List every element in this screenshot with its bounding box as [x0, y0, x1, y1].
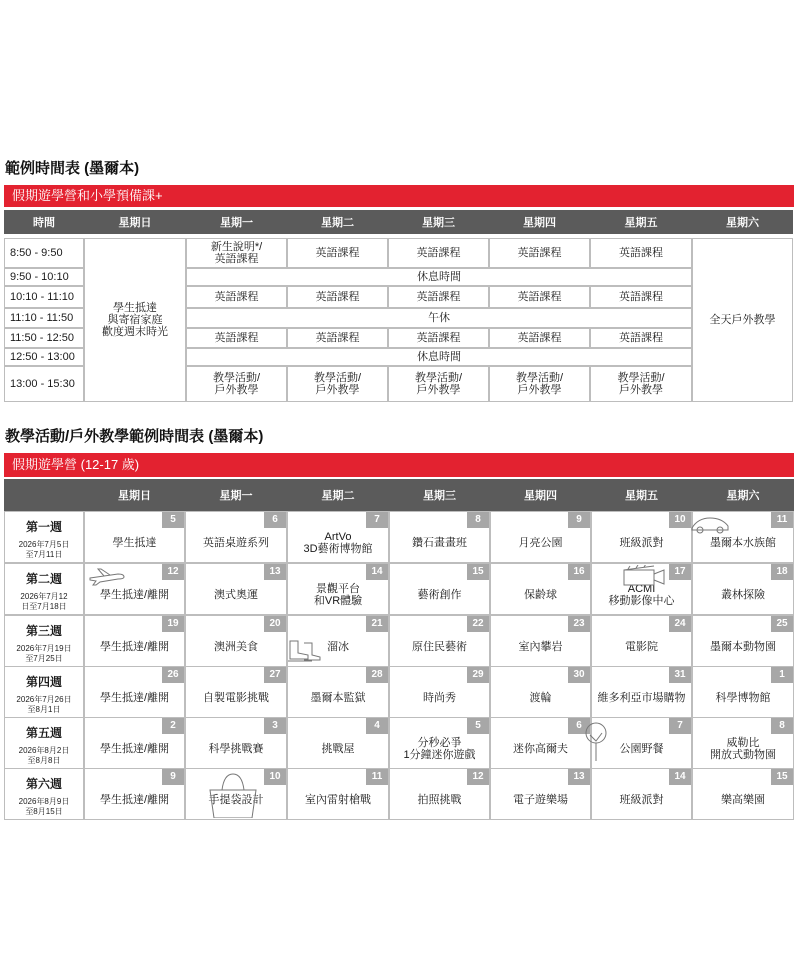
week-dates: 2026年8月9日 至8月15日 — [18, 797, 70, 816]
activity-name: 叢林探險 — [721, 589, 765, 601]
week-dates: 2026年7月5日 至7月11日 — [18, 540, 70, 559]
date-number: 19 — [162, 616, 184, 632]
day-cell — [84, 511, 185, 563]
activity-name: 保齡球 — [524, 589, 557, 601]
activity-name: 維多利亞市場購物 — [597, 692, 686, 704]
class-cell: 英語課程 — [590, 328, 692, 348]
week-name: 第五週 — [25, 726, 62, 740]
date-number: 4 — [366, 718, 388, 734]
activity-name: 學生抵達/離開 — [99, 641, 170, 653]
date-number: 18 — [771, 564, 793, 580]
date-number: 11 — [771, 512, 793, 528]
activity-name: 景觀平台 和VR體驗 — [313, 583, 363, 607]
sample-header-6: 星期五 — [590, 210, 692, 234]
activity-name: ArtVo 3D藝術博物館 — [303, 531, 373, 555]
week-label — [4, 666, 84, 718]
activity-name: 墨爾本動物園 — [710, 641, 776, 653]
day-cell — [591, 666, 692, 718]
sample-header-5: 星期四 — [489, 210, 590, 234]
class-cell: 英語課程 — [287, 286, 388, 308]
date-number: 3 — [264, 718, 286, 734]
date-number: 31 — [669, 667, 691, 683]
airplane-icon — [88, 566, 126, 586]
activity-name: 澳式奧運 — [214, 589, 258, 601]
week-dates: 2026年7月26日 至8月1日 — [16, 695, 72, 714]
day-cell — [591, 615, 692, 667]
activity-name: 挑戰屋 — [321, 743, 355, 755]
day-cell — [389, 768, 490, 820]
lunch-cell: 午休 — [186, 308, 692, 328]
date-number: 15 — [467, 564, 489, 580]
week-label — [4, 563, 84, 615]
week-label — [4, 717, 84, 769]
date-number: 9 — [568, 512, 590, 528]
day-cell — [185, 563, 287, 615]
activity-cell: 教學活動/ 戶外教學 — [489, 366, 590, 402]
date-number: 9 — [162, 769, 184, 785]
saturday-cell: 全天戶外教學 — [692, 238, 793, 402]
day-cell — [490, 717, 591, 769]
time-slot: 12:50 - 13:00 — [4, 348, 84, 366]
date-number: 27 — [264, 667, 286, 683]
activity-header-5: 星期四 — [490, 479, 591, 511]
class-cell: 新生說明*/ 英語課程 — [186, 238, 287, 268]
activity-program-banner: 假期遊學營 (12-17 歲) — [4, 453, 794, 477]
class-cell: 英語課程 — [388, 286, 489, 308]
day-cell — [490, 666, 591, 718]
day-cell — [287, 511, 389, 563]
day-cell — [389, 717, 490, 769]
day-cell — [591, 511, 692, 563]
activity-cell: 教學活動/ 戶外教學 — [287, 366, 388, 402]
activity-header-4: 星期三 — [389, 479, 490, 511]
time-slot: 11:50 - 12:50 — [4, 328, 84, 348]
date-number: 29 — [467, 667, 489, 683]
day-cell — [490, 563, 591, 615]
activity-name: 威勒比 開放式動物園 — [710, 737, 776, 761]
day-cell — [692, 717, 794, 769]
time-slot: 10:10 - 11:10 — [4, 286, 84, 308]
time-slot: 11:10 - 11:50 — [4, 308, 84, 328]
sample-header-3: 星期二 — [287, 210, 388, 234]
sample-header-1: 星期日 — [84, 210, 186, 234]
day-cell — [490, 615, 591, 667]
activity-name: 手提袋設計 — [208, 794, 264, 806]
sample-timetable-title: 範例時間表 (墨爾本) — [5, 160, 140, 177]
activity-name: 時尚秀 — [423, 692, 456, 704]
activity-name: 科學挑戰賽 — [208, 743, 264, 755]
day-cell — [490, 768, 591, 820]
day-cell — [591, 768, 692, 820]
day-cell — [287, 563, 389, 615]
date-number: 13 — [264, 564, 286, 580]
date-number: 7 — [366, 512, 388, 528]
date-number: 2 — [162, 718, 184, 734]
date-number: 20 — [264, 616, 286, 632]
activity-name: 自製電影挑戰 — [203, 692, 269, 704]
day-cell — [692, 615, 794, 667]
day-cell — [389, 563, 490, 615]
break-cell: 休息時間 — [186, 268, 692, 286]
day-cell — [692, 666, 794, 718]
day-cell — [692, 563, 794, 615]
activity-name: 電子遊樂場 — [513, 794, 568, 806]
day-cell — [389, 666, 490, 718]
activity-name: 渡輪 — [529, 692, 552, 704]
week-dates: 2026年7月12 日至7月18日 — [20, 592, 68, 611]
date-number: 26 — [162, 667, 184, 683]
activity-name: 學生抵達 — [112, 537, 157, 549]
break-cell: 休息時間 — [186, 348, 692, 366]
date-number: 25 — [771, 616, 793, 632]
activity-name: 電影院 — [625, 641, 658, 653]
sample-header-2: 星期一 — [186, 210, 287, 234]
date-number: 1 — [771, 667, 793, 683]
date-number: 7 — [669, 718, 691, 734]
activity-header-7: 星期六 — [692, 479, 794, 511]
activity-name: 室內攀岩 — [518, 641, 563, 653]
time-slot: 8:50 - 9:50 — [4, 238, 84, 268]
date-number: 12 — [467, 769, 489, 785]
activity-name: 學生抵達/離開 — [99, 692, 170, 704]
activity-name: 拍照挑戰 — [417, 794, 462, 806]
activity-name: 室內雷射槍戰 — [305, 794, 371, 806]
class-cell: 英語課程 — [489, 328, 590, 348]
sample-header-4: 星期三 — [388, 210, 489, 234]
date-number: 10 — [264, 769, 286, 785]
tree-icon — [583, 721, 609, 763]
week-dates: 2026年8月2日 至8月8日 — [18, 746, 70, 765]
sample-program-banner: 假期遊學營和小學預備課+ — [4, 185, 794, 207]
activity-name: 英語桌遊系列 — [203, 537, 269, 549]
week-name: 第四週 — [25, 675, 62, 689]
date-number: 6 — [264, 512, 286, 528]
time-slot: 9:50 - 10:10 — [4, 268, 84, 286]
activity-name: 澳洲美食 — [214, 641, 258, 653]
date-number: 8 — [771, 718, 793, 734]
time-slot: 13:00 - 15:30 — [4, 366, 84, 402]
week-dates: 2026年7月19日 至7月25日 — [16, 644, 72, 663]
day-cell — [287, 666, 389, 718]
film-camera-icon — [620, 565, 666, 587]
week-name: 第二週 — [25, 572, 62, 586]
date-number: 11 — [366, 769, 388, 785]
day-cell — [84, 615, 185, 667]
day-cell — [84, 768, 185, 820]
date-number: 22 — [467, 616, 489, 632]
day-cell — [185, 615, 287, 667]
activity-name: 墨爾本監獄 — [310, 692, 366, 704]
date-number: 23 — [568, 616, 590, 632]
activity-name: 溜冰 — [327, 641, 349, 653]
day-cell — [389, 511, 490, 563]
sample-header-7: 星期六 — [692, 210, 793, 234]
activity-name: 公園野餐 — [619, 743, 664, 755]
day-cell — [185, 511, 287, 563]
week-name: 第一週 — [25, 520, 62, 534]
day-cell — [84, 717, 185, 769]
class-cell: 英語課程 — [590, 286, 692, 308]
activity-header-1: 星期日 — [84, 479, 185, 511]
tote-bag-icon — [206, 772, 260, 818]
activity-name: 學生抵達/離開 — [99, 794, 170, 806]
activity-name: ACMI 移動影像中心 — [608, 583, 675, 607]
activity-name: 鑽石畫畫班 — [412, 537, 467, 549]
ice-skate-icon — [286, 639, 322, 663]
activity-cell: 教學活動/ 戶外教學 — [590, 366, 692, 402]
date-number: 30 — [568, 667, 590, 683]
date-number: 5 — [467, 718, 489, 734]
date-number: 17 — [669, 564, 691, 580]
racecar-icon — [690, 512, 730, 534]
day-cell — [490, 511, 591, 563]
day-cell — [287, 768, 389, 820]
activity-name: 學生抵達/離開 — [99, 743, 170, 755]
date-number: 15 — [771, 769, 793, 785]
date-number: 28 — [366, 667, 388, 683]
class-cell: 英語課程 — [388, 238, 489, 268]
day-cell — [389, 615, 490, 667]
date-number: 14 — [669, 769, 691, 785]
class-cell: 英語課程 — [590, 238, 692, 268]
day-cell — [185, 666, 287, 718]
date-number: 24 — [669, 616, 691, 632]
activity-name: 班級派對 — [619, 794, 664, 806]
week-name: 第三週 — [25, 624, 62, 638]
activity-header-6: 星期五 — [591, 479, 692, 511]
sunday-cell: 學生抵達 與寄宿家庭 歡度週末時光 — [84, 238, 186, 402]
week-label — [4, 615, 84, 667]
date-number: 14 — [366, 564, 388, 580]
day-cell — [287, 717, 389, 769]
date-number: 5 — [162, 512, 184, 528]
class-cell: 英語課程 — [186, 286, 287, 308]
activity-header-0 — [4, 479, 84, 511]
date-number: 12 — [162, 564, 184, 580]
activity-name: 學生抵達/離開 — [99, 589, 170, 601]
activity-name: 班級派對 — [619, 537, 664, 549]
day-cell — [185, 717, 287, 769]
activity-header-3: 星期二 — [287, 479, 389, 511]
activity-name: 原住民藝術 — [412, 641, 467, 653]
activity-name: 迷你高爾夫 — [513, 743, 568, 755]
week-label — [4, 768, 84, 820]
date-number: 16 — [568, 564, 590, 580]
activity-cell: 教學活動/ 戶外教學 — [388, 366, 489, 402]
date-number: 10 — [669, 512, 691, 528]
week-name: 第六週 — [25, 777, 62, 791]
activity-timetable-title: 教學活動/戶外教學範例時間表 (墨爾本) — [5, 428, 264, 445]
class-cell: 英語課程 — [388, 328, 489, 348]
day-cell — [692, 768, 794, 820]
activity-name: 樂高樂園 — [721, 794, 765, 806]
class-cell: 英語課程 — [287, 328, 388, 348]
day-cell — [84, 666, 185, 718]
class-cell: 英語課程 — [489, 286, 590, 308]
class-cell: 英語課程 — [186, 328, 287, 348]
activity-name: 藝術創作 — [417, 589, 462, 601]
activity-name: 科學博物館 — [715, 692, 771, 704]
activity-name: 月亮公園 — [518, 537, 563, 549]
date-number: 13 — [568, 769, 590, 785]
week-label — [4, 511, 84, 563]
activity-cell: 教學活動/ 戶外教學 — [186, 366, 287, 402]
class-cell: 英語課程 — [287, 238, 388, 268]
date-number: 6 — [568, 718, 590, 734]
activity-header-2: 星期一 — [185, 479, 287, 511]
date-number: 21 — [366, 616, 388, 632]
sample-header-0: 時間 — [4, 210, 84, 234]
class-cell: 英語課程 — [489, 238, 590, 268]
date-number: 8 — [467, 512, 489, 528]
activity-name: 墨爾本水族館 — [710, 537, 776, 549]
activity-name: 分秒必爭 1分鐘迷你遊戲 — [403, 737, 476, 761]
